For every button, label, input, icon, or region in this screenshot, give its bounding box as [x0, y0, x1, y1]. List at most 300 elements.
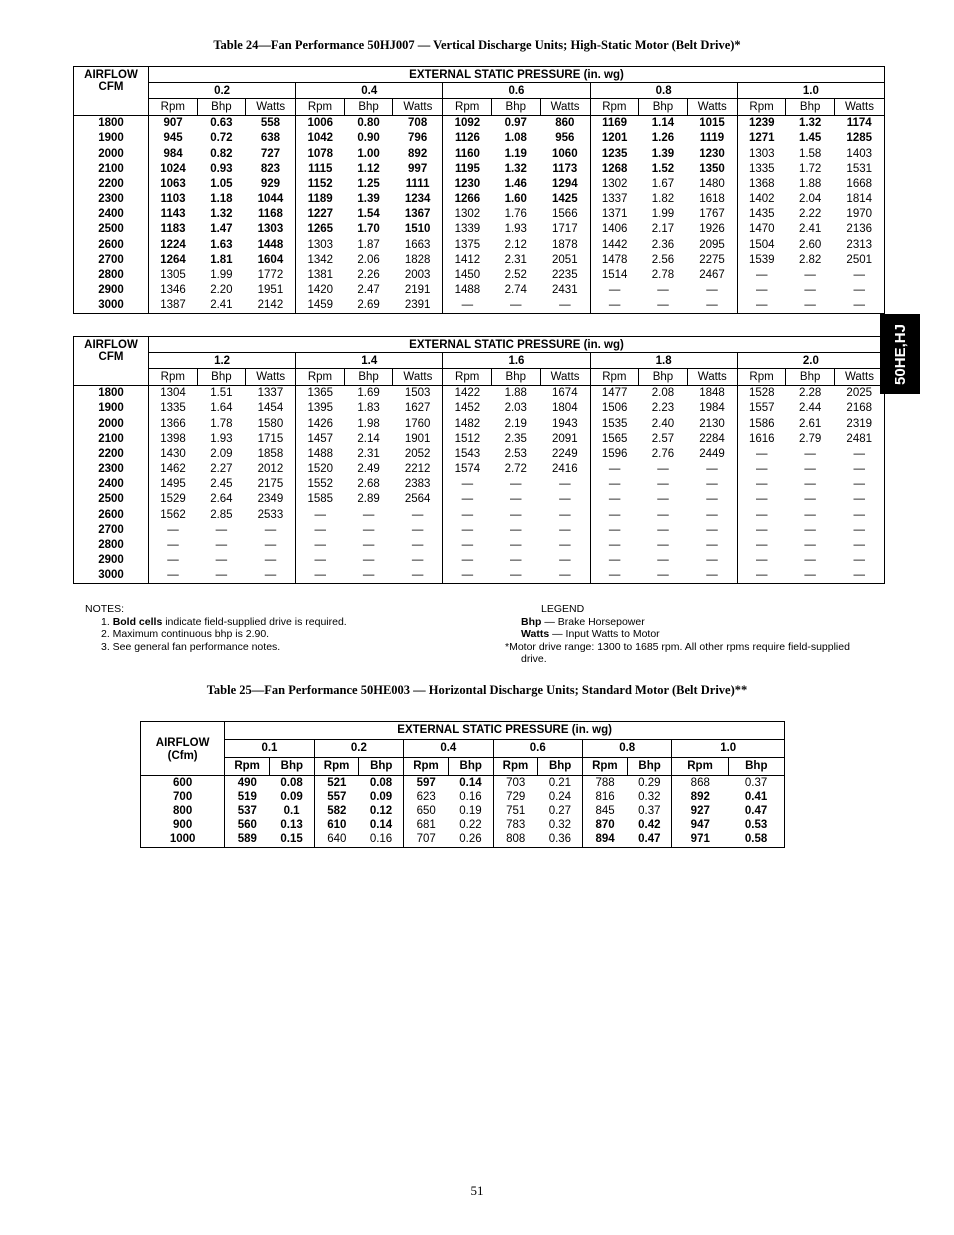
value-cell: 2212	[393, 462, 443, 477]
value-cell: 1495	[160, 478, 186, 491]
table-row	[74, 416, 885, 431]
value-cell: 1420	[307, 284, 334, 297]
value-cell: —	[540, 507, 590, 522]
value-cell: —	[756, 493, 768, 506]
value-cell: 894	[583, 833, 628, 848]
value-cell: 2130	[687, 416, 737, 431]
value-cell: 1562	[160, 508, 186, 521]
value-cell: —	[756, 463, 768, 476]
value-cell: 2.40	[651, 417, 675, 430]
airflow-cell: 2700	[74, 522, 149, 537]
airflow-header-line2: CFM	[98, 81, 124, 93]
value-cell: —	[657, 523, 669, 536]
value-cell: 845	[595, 804, 615, 817]
value-cell: 1302	[454, 208, 481, 221]
value-cell: 1.98	[357, 417, 380, 430]
value-cell: 0.47	[728, 804, 784, 818]
value-cell: —	[657, 554, 669, 567]
value-cell: 2051	[540, 252, 590, 267]
pressure-header: 0.1	[225, 740, 314, 758]
value-cell: 1337	[601, 193, 628, 206]
airflow-header	[74, 67, 149, 116]
value-cell: 1442	[601, 238, 628, 251]
value-cell: 0.36	[538, 833, 583, 848]
header-row-columns	[141, 758, 785, 776]
value-cell: 2.76	[651, 447, 675, 460]
value-cell: —	[834, 298, 884, 314]
column-header: Bhp	[627, 758, 672, 776]
value-cell: 1.63	[210, 238, 233, 251]
table-row	[74, 298, 885, 314]
value-cell: 1.25	[357, 177, 380, 190]
column-header: Rpm	[737, 369, 786, 385]
value-cell: 1234	[393, 192, 443, 207]
value-cell: 1303	[307, 238, 334, 251]
airflow-cell: 2100	[74, 431, 149, 446]
value-cell: 1480	[687, 176, 737, 191]
table-row	[74, 146, 885, 161]
table-row	[141, 804, 785, 818]
value-cell: 681	[416, 819, 436, 832]
value-cell: —	[639, 568, 688, 584]
value-cell: 1350	[687, 161, 737, 176]
value-cell: 1365	[307, 387, 334, 400]
value-cell: —	[608, 463, 621, 476]
column-header: Bhp	[786, 369, 835, 385]
value-cell: 1503	[393, 385, 443, 401]
value-cell: 2.12	[504, 238, 527, 251]
value-cell: 2.49	[357, 463, 380, 476]
value-cell: —	[608, 539, 621, 552]
value-cell: 623	[416, 790, 436, 803]
value-cell: 1459	[296, 298, 345, 314]
value-cell: 870	[595, 819, 615, 832]
value-cell: 1367	[393, 207, 443, 222]
value-cell: 1060	[540, 146, 590, 161]
table-row	[74, 431, 885, 446]
value-cell: 2091	[540, 431, 590, 446]
value-cell: 1482	[454, 417, 481, 430]
legend-watts: Watts — Input Watts to Motor	[521, 628, 660, 641]
column-header: Bhp	[269, 758, 314, 776]
value-cell: —	[246, 522, 296, 537]
value-cell: 1092	[454, 117, 481, 130]
value-cell: 1.08	[504, 132, 527, 145]
value-cell: 1488	[307, 447, 334, 460]
value-cell: —	[314, 523, 326, 536]
value-cell: 1510	[393, 222, 443, 237]
value-cell: 1.47	[210, 223, 233, 236]
value-cell: —	[362, 523, 375, 536]
value-cell: 1303	[246, 222, 296, 237]
value-cell: 1044	[246, 192, 296, 207]
table-row	[74, 462, 885, 477]
value-cell: —	[461, 523, 474, 536]
table-row	[74, 237, 885, 252]
value-cell: 1.93	[504, 223, 527, 236]
pressure-header: 0.2	[149, 83, 296, 99]
airflow-header-line1: AIRFLOW	[84, 69, 138, 81]
value-cell: —	[393, 568, 443, 584]
value-cell: 1305	[160, 269, 186, 282]
table-row	[74, 161, 885, 176]
value-cell: 1403	[834, 146, 884, 161]
value-cell: —	[834, 477, 884, 492]
value-cell: —	[834, 492, 884, 507]
value-cell: 1239	[749, 117, 775, 130]
value-cell: 2313	[834, 237, 884, 252]
value-cell: 0.90	[357, 132, 380, 145]
value-cell: —	[756, 523, 768, 536]
value-cell: 2003	[393, 267, 443, 282]
value-cell: 971	[672, 833, 728, 848]
column-header: Rpm	[404, 758, 449, 776]
value-cell: 1430	[160, 447, 186, 460]
value-cell: 2275	[687, 252, 737, 267]
note-1-text: indicate field-supplied drive is required.	[162, 615, 347, 628]
value-cell: 638	[246, 131, 296, 146]
value-cell: 1.05	[210, 177, 233, 190]
value-cell: 2.08	[651, 387, 675, 400]
value-cell: 2.47	[357, 284, 380, 297]
value-cell: —	[834, 283, 884, 298]
value-cell: —	[393, 537, 443, 552]
value-cell: 0.16	[359, 833, 404, 848]
table-row	[141, 790, 785, 804]
value-cell: —	[657, 284, 669, 297]
column-header: Bhp	[197, 369, 246, 385]
value-cell: 892	[690, 790, 710, 803]
value-cell: —	[834, 446, 884, 461]
value-cell: 783	[506, 819, 526, 832]
value-cell: 1.76	[504, 208, 527, 221]
value-cell: 0.19	[448, 804, 493, 818]
value-cell: 1265	[307, 223, 334, 236]
value-cell: 2095	[687, 237, 737, 252]
value-cell: 1.19	[504, 147, 527, 160]
value-cell: 1596	[601, 447, 628, 460]
value-cell: 1126	[454, 132, 480, 145]
value-cell: 560	[237, 819, 257, 832]
value-cell: 1.39	[357, 193, 380, 206]
table25	[140, 721, 785, 848]
pressure-header: 0.6	[493, 740, 582, 758]
value-cell: —	[491, 298, 540, 314]
legend-bhp: Bhp — Brake Horsepower	[521, 615, 645, 628]
column-header: Watts	[834, 369, 884, 385]
value-cell: 2.57	[651, 432, 675, 445]
table25-title: Table 25—Fan Performance 50HE003 — Horizontal Discharge Units; Standard Motor (Belt Drive)**	[206, 683, 748, 697]
airflow-cell: 2800	[74, 537, 149, 552]
column-header: Watts	[540, 369, 590, 385]
table-row	[141, 819, 785, 833]
value-cell: 0.08	[269, 776, 314, 791]
table-row	[74, 222, 885, 237]
note-1: 1. Bold cells indicate field-supplied drive is required.	[101, 615, 347, 628]
value-cell: 558	[246, 115, 296, 131]
value-cell: 2168	[834, 401, 884, 416]
table-row	[74, 252, 885, 267]
value-cell: —	[167, 523, 179, 536]
value-cell: 1514	[601, 269, 628, 282]
value-cell: 1015	[687, 115, 737, 131]
value-cell: 1006	[307, 117, 334, 130]
value-cell: 2.04	[798, 193, 822, 206]
column-header: Bhp	[639, 369, 688, 385]
value-cell: 1858	[246, 446, 296, 461]
value-cell: —	[197, 568, 246, 584]
value-cell: —	[540, 553, 590, 568]
value-cell: —	[362, 508, 375, 521]
header-row-pressures	[74, 353, 885, 369]
value-cell: 2.06	[357, 253, 380, 266]
airflow-cell: 800	[141, 804, 225, 818]
value-cell: 1.87	[357, 238, 380, 251]
column-header: Bhp	[639, 99, 688, 115]
header-row-columns	[74, 99, 885, 115]
value-cell: —	[687, 507, 737, 522]
value-cell: —	[510, 493, 522, 506]
value-cell: 796	[393, 131, 443, 146]
value-cell: 597	[416, 776, 436, 789]
value-cell: 1616	[749, 432, 775, 445]
value-cell: 1.88	[504, 387, 527, 400]
value-cell: —	[834, 522, 884, 537]
value-cell: —	[834, 507, 884, 522]
value-cell: —	[393, 553, 443, 568]
airflow-cell: 2100	[74, 161, 149, 176]
header-row-pressures	[141, 740, 785, 758]
value-cell: 1674	[540, 385, 590, 401]
value-cell: 1.32	[504, 162, 527, 175]
pressure-header: 1.2	[149, 353, 296, 369]
airflow-header	[141, 722, 225, 776]
value-cell: 1302	[601, 177, 628, 190]
value-cell: 1368	[749, 177, 775, 190]
column-header: Watts	[393, 99, 443, 115]
column-header: Bhp	[491, 369, 540, 385]
column-header: Bhp	[786, 99, 835, 115]
value-cell: 650	[416, 804, 436, 817]
value-cell: 1618	[687, 192, 737, 207]
value-cell: 640	[314, 833, 359, 848]
value-cell: 1506	[601, 402, 628, 415]
value-cell: 1.45	[798, 132, 822, 145]
table24-legend	[505, 603, 850, 666]
value-cell: 1395	[307, 402, 334, 415]
airflow-cell: 1900	[74, 131, 149, 146]
value-cell: —	[834, 267, 884, 282]
value-cell: 1585	[307, 493, 334, 506]
column-header: Watts	[246, 369, 296, 385]
value-cell: —	[657, 463, 669, 476]
value-cell: 929	[246, 176, 296, 191]
value-cell: 1422	[454, 387, 481, 400]
value-cell: —	[215, 539, 228, 552]
value-cell: 860	[540, 115, 590, 131]
value-cell: 2284	[687, 431, 737, 446]
value-cell: 707	[404, 833, 449, 848]
value-cell: 2.17	[651, 223, 675, 236]
value-cell: —	[687, 298, 737, 314]
table24-part1	[73, 66, 885, 314]
value-cell: 0.29	[627, 776, 672, 791]
value-cell: 1.00	[357, 147, 380, 160]
value-cell: 1529	[160, 493, 186, 506]
value-cell: —	[804, 463, 816, 476]
value-cell: —	[461, 539, 474, 552]
value-cell: 1.51	[210, 387, 233, 400]
table-row	[141, 833, 785, 848]
value-cell: 0.42	[627, 819, 672, 833]
value-cell: —	[639, 298, 688, 314]
value-cell: 1.81	[210, 253, 233, 266]
table-row	[74, 401, 885, 416]
value-cell: 1.88	[798, 177, 822, 190]
value-cell: 1462	[160, 463, 186, 476]
value-cell: 1528	[749, 387, 775, 400]
value-cell: 1504	[749, 238, 775, 251]
value-cell: 1804	[540, 401, 590, 416]
note-1-bold: Bold cells	[112, 615, 163, 628]
value-cell: 2.68	[357, 478, 380, 491]
header-row-esp	[74, 337, 885, 353]
value-cell: 1454	[246, 401, 296, 416]
value-cell: 2467	[687, 267, 737, 282]
value-cell: 2.74	[504, 284, 527, 297]
table-row	[74, 176, 885, 191]
value-cell: 1715	[246, 431, 296, 446]
esp-header: EXTERNAL STATIC PRESSURE (in. wg)	[225, 722, 785, 740]
value-cell: —	[540, 298, 590, 314]
value-cell: —	[540, 568, 590, 584]
value-cell: 1160	[454, 147, 480, 160]
value-cell: 1402	[749, 193, 775, 206]
table24-part2	[73, 336, 885, 584]
airflow-cell: 2500	[74, 222, 149, 237]
value-cell: —	[608, 508, 621, 521]
value-cell: —	[461, 554, 474, 567]
value-cell: 537	[237, 804, 257, 817]
value-cell: 1235	[601, 147, 628, 160]
value-cell: —	[510, 508, 522, 521]
value-cell: 1103	[160, 193, 186, 206]
value-cell: 0.22	[448, 819, 493, 833]
table-row	[74, 522, 885, 537]
column-header: Rpm	[672, 758, 728, 776]
value-cell: 1557	[749, 402, 775, 415]
value-cell: —	[657, 539, 669, 552]
value-cell: —	[804, 447, 816, 460]
value-cell: 1.46	[504, 177, 527, 190]
value-cell: —	[834, 568, 884, 584]
value-cell: 1.99	[210, 269, 233, 282]
value-cell: 2025	[834, 385, 884, 401]
airflow-cell: 2200	[74, 176, 149, 191]
value-cell: —	[756, 508, 768, 521]
value-cell: —	[804, 508, 816, 521]
value-cell: 0.72	[210, 132, 233, 145]
value-cell: 816	[595, 790, 615, 803]
pressure-header: 0.8	[590, 83, 737, 99]
motor-note: *Motor drive range: 1300 to 1685 rpm. All other rpms require field-supplied	[505, 640, 850, 653]
value-cell: —	[687, 522, 737, 537]
value-cell: 0.14	[359, 819, 404, 833]
page-number: 51	[470, 1183, 484, 1198]
column-header: Rpm	[590, 99, 639, 115]
value-cell: 582	[327, 804, 347, 817]
value-cell: —	[804, 478, 816, 491]
value-cell: —	[804, 523, 816, 536]
motor-note-cont: drive.	[521, 653, 547, 666]
airflow-cell: 2800	[74, 267, 149, 282]
value-cell: 1387	[149, 298, 198, 314]
value-cell: 1878	[540, 237, 590, 252]
value-cell: 1543	[454, 447, 481, 460]
value-cell: 1580	[246, 416, 296, 431]
value-cell: 729	[506, 790, 526, 803]
column-header: Bhp	[197, 99, 246, 115]
value-cell: 947	[690, 819, 710, 832]
pressure-header: 0.8	[583, 740, 672, 758]
value-cell: —	[687, 568, 737, 584]
value-cell: 0.37	[627, 804, 672, 818]
value-cell: 0.32	[538, 819, 583, 833]
value-cell: —	[608, 478, 621, 491]
value-cell: 1.14	[651, 117, 675, 130]
value-cell: 892	[393, 146, 443, 161]
value-cell: 2191	[393, 283, 443, 298]
airflow-cell: 1800	[74, 385, 149, 401]
value-cell: 1426	[307, 417, 334, 430]
value-cell: 2431	[540, 283, 590, 298]
value-cell: 1.26	[651, 132, 675, 145]
value-cell: —	[510, 539, 522, 552]
pressure-header: 1.0	[672, 740, 785, 758]
value-cell: 2052	[393, 446, 443, 461]
table-row	[74, 477, 885, 492]
airflow-header-line1: AIRFLOW	[84, 339, 138, 351]
value-cell: 2.14	[357, 432, 380, 445]
value-cell: 2.31	[504, 253, 527, 266]
value-cell: 2481	[834, 431, 884, 446]
value-cell: 1470	[749, 223, 775, 236]
value-cell: —	[246, 553, 296, 568]
value-cell: 1195	[454, 162, 480, 175]
value-cell: 1.52	[651, 162, 675, 175]
value-cell: 1412	[454, 253, 481, 266]
value-cell: 2.64	[210, 493, 233, 506]
airflow-cell: 1000	[141, 833, 225, 848]
value-cell: 2.31	[357, 447, 380, 460]
value-cell: 1943	[540, 416, 590, 431]
value-cell: 1539	[749, 253, 775, 266]
value-cell: 808	[493, 833, 538, 848]
column-header: Bhp	[344, 369, 393, 385]
value-cell: —	[362, 554, 375, 567]
value-cell: 2501	[834, 252, 884, 267]
value-cell: 1271	[749, 132, 775, 145]
value-cell: 0.15	[269, 833, 314, 848]
pressure-header: 2.0	[737, 353, 884, 369]
value-cell: 1425	[540, 192, 590, 207]
table-row	[74, 192, 885, 207]
column-header: Bhp	[344, 99, 393, 115]
value-cell: 0.16	[448, 790, 493, 804]
value-cell: 0.26	[448, 833, 493, 848]
value-cell: 2.60	[798, 238, 822, 251]
value-cell: 490	[237, 776, 257, 789]
